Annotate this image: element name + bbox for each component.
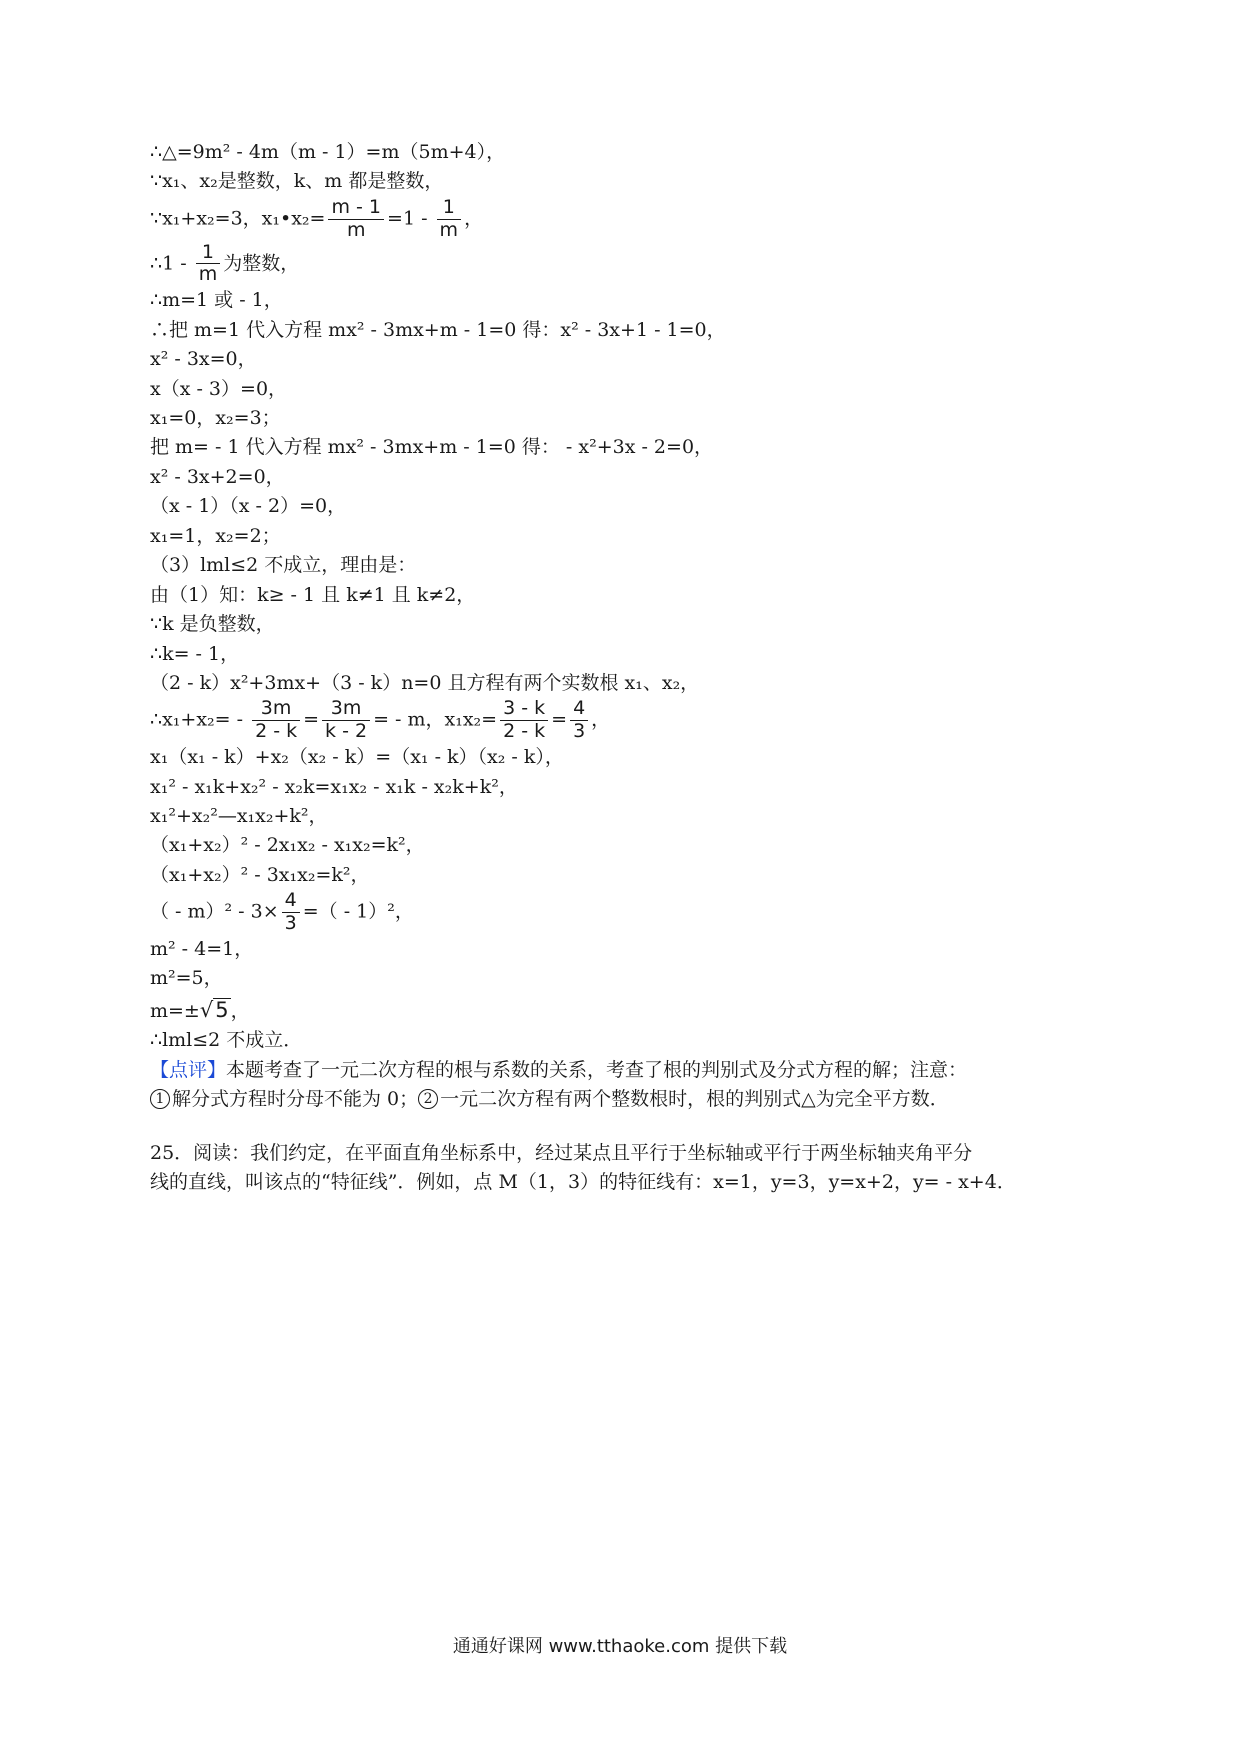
denominator: m <box>198 263 218 286</box>
text-line: （3）lml≤2 不成立，理由是： <box>150 554 417 577</box>
text-line: x² - 3x=0， <box>150 348 257 371</box>
text-line: ∵k 是负整数， <box>150 613 275 636</box>
question-line: 线的直线，叫该点的“特征线”．例如，点 M（1，3）的特征线有：x=1，y=3，y=x+2，y= - x+4． <box>150 1171 1016 1194</box>
text-line <box>150 698 1090 743</box>
text-line: ∴把 m=1 代入方程 mx² - 3mx+m - 1=0 得：x² - 3x+1 - 1=0， <box>150 318 726 341</box>
question-line: 25．阅读：我们约定，在平面直角坐标系中，经过某点且平行于坐标轴或平行于两坐标轴夹角平分 <box>150 1141 973 1164</box>
text-line <box>150 197 1090 242</box>
text-fragment: =（ - 1）²， <box>302 900 414 923</box>
radicand: 5 <box>215 997 229 1022</box>
fraction <box>252 698 300 743</box>
fraction <box>322 698 370 743</box>
text-line: x₁² - x₁k+x₂² - x₂k=x₁x₂ - x₁k - x₂k+k²， <box>150 775 518 798</box>
fraction <box>500 698 548 743</box>
text-line: （x₁+x₂）² - 2x₁x₂ - x₁x₂=k²， <box>150 834 425 857</box>
comment-tag: 【点评】 <box>150 1058 227 1081</box>
text-line: ∴△=9m² - 4m（m - 1）=m（5m+4）， <box>150 141 506 163</box>
fraction <box>570 698 588 743</box>
numerator: 3m <box>322 698 370 721</box>
denominator: k - 2 <box>325 720 368 743</box>
text-fragment: ， <box>464 207 484 230</box>
text-fragment: ， <box>591 708 611 731</box>
text-line: （x₁+x₂）² - 3x₁x₂=k²， <box>150 863 370 886</box>
fraction <box>196 242 221 287</box>
numerator: 3m <box>252 698 300 721</box>
numerator: 4 <box>570 698 588 721</box>
text-line: x₁（x₁ - k）+x₂（x₂ - k）=（x₁ - k）（x₂ - k）， <box>150 746 564 769</box>
text-line: x（x - 3）=0， <box>150 377 288 400</box>
comment-text: 一元二次方程有两个整数根时，根的判别式△为完全平方数． <box>440 1088 949 1111</box>
text-line <box>150 890 1090 935</box>
fraction <box>328 197 384 242</box>
text-fragment: = - m，x₁x₂= <box>373 708 498 731</box>
text-line: ∵x₁、x₂是整数，k、m 都是整数， <box>150 170 444 193</box>
numerator: 1 <box>196 242 221 265</box>
text-line: （x - 1）（x - 2）=0， <box>150 495 347 518</box>
text-line <box>150 242 1090 287</box>
text-fragment: = <box>551 708 568 731</box>
numerator: 3 - k <box>500 698 548 721</box>
text-line: ∴m=1 或 - 1， <box>150 289 283 312</box>
solution-content <box>150 138 1090 1198</box>
denominator: m <box>439 218 459 241</box>
numerator: 4 <box>282 890 300 913</box>
text-line: ∴lml≤2 不成立． <box>150 1029 303 1052</box>
text-line: （2 - k）x²+3mx+（3 - k）n=0 且方程有两个实数根 x₁、x₂， <box>150 671 700 694</box>
denominator: 2 - k <box>255 720 298 743</box>
denominator: 3 <box>284 912 297 935</box>
comment-line <box>150 1056 1090 1085</box>
text-fragment: ∴x₁+x₂= - <box>150 708 250 731</box>
comment-line <box>150 1085 1090 1114</box>
circled-number: 1 <box>150 1089 170 1109</box>
square-root: √5 <box>199 997 229 1022</box>
text-fragment: m=± <box>150 999 200 1022</box>
comment-text: 解分式方程时分母不能为 0； <box>172 1088 419 1111</box>
text-fragment: ∵x₁+x₂=3，x₁•x₂= <box>150 207 326 230</box>
text-fragment: ∴1 - <box>150 251 193 274</box>
denominator: m <box>347 218 366 241</box>
fraction <box>282 890 300 935</box>
fraction <box>437 197 462 242</box>
text-line: 由（1）知：k≥ - 1 且 k≠1 且 k≠2， <box>150 583 476 606</box>
text-line: 把 m= - 1 代入方程 mx² - 3mx+m - 1=0 得： - x²+3x - 2=0， <box>150 436 714 459</box>
text-fragment: （ - m）² - 3× <box>150 900 279 923</box>
text-fragment: ， <box>230 999 250 1022</box>
numerator: 1 <box>437 197 462 220</box>
circled-number: 2 <box>418 1089 438 1109</box>
text-line <box>150 994 1090 1027</box>
denominator: 2 - k <box>503 720 546 743</box>
denominator: 3 <box>573 720 586 743</box>
text-line: m² - 4=1， <box>150 937 254 960</box>
page-footer: 通通好课网 www.tthaoke.com 提供下载 <box>452 1636 788 1657</box>
numerator: m - 1 <box>328 197 384 220</box>
text-line: x₁²+x₂²—x₁x₂+k²， <box>150 804 328 827</box>
text-line: x² - 3x+2=0， <box>150 465 285 488</box>
text-fragment: = <box>303 708 320 731</box>
text-fragment: 为整数， <box>223 251 300 274</box>
text-line: x₁=0，x₂=3； <box>150 407 281 429</box>
text-line: m²=5， <box>150 967 223 990</box>
text-line: ∴k= - 1， <box>150 642 240 665</box>
comment-text: 本题考查了一元二次方程的根与系数的关系，考查了根的判别式及分式方程的解；注意： <box>226 1058 968 1081</box>
spacer <box>150 1115 1090 1139</box>
text-line: x₁=1，x₂=2； <box>150 524 281 547</box>
text-fragment: =1 - <box>387 207 434 230</box>
